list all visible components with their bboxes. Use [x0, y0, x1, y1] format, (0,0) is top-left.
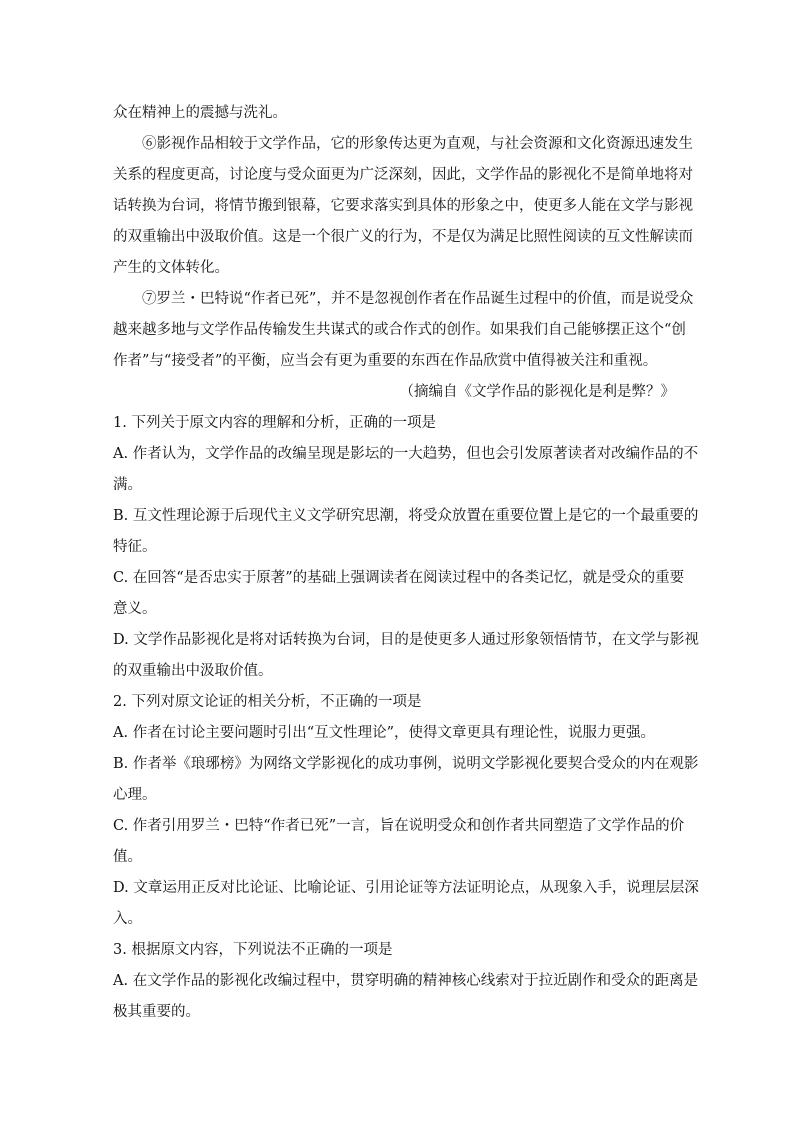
option-d: D. 文学作品影视化是将对话转换为台词，目的是使更多人通过形象领悟情节，在文学与影视: [113, 632, 699, 648]
option-a: A. 在文学作品的影视化改编过程中，贯穿明确的精神核心线索对于拉近剧作和受众的距离是: [113, 973, 699, 989]
option-b: B. 作者举《琅琊榜》为网络文学影视化的成功事例，说明文学影视化要契合受众的内在观影: [113, 756, 699, 772]
option-c-cont: 值。: [113, 849, 142, 865]
paragraph-5-tail: 众在精神上的震撼与洗礼。: [113, 105, 287, 121]
option-a-cont: 满。: [113, 477, 142, 493]
option-a: A. 作者认为，文学作品的改编呈现是影坛的一大趋势，但也会引发原著读者对改编作品的不: [113, 446, 699, 462]
paragraph-7: [113, 284, 694, 377]
paragraph-line: 作者”与“接受者”的平衡，应当会有更为重要的东西在作品欣赏中值得被关注和重视。: [113, 353, 658, 369]
question-1: [113, 408, 699, 687]
paragraph-line: 关系的程度更高，讨论度与受众面更为广泛深刻，因此，文学作品的影视化不是简单地将对: [113, 167, 693, 183]
option-c-cont: 意义。: [113, 601, 157, 617]
option-b-cont: 特征。: [113, 539, 157, 555]
question-3: [113, 935, 699, 1028]
paragraph-line: 的双重输出中汲取价值。这是一个很广义的行为，不是仅为满足比照性阅读的互文性解读而: [113, 229, 693, 245]
source-citation: （摘编自《文学作品的影视化是利是弊？》: [399, 384, 675, 400]
paragraph-line: 产生的文体转化。: [113, 260, 229, 276]
option-d-cont: 的双重输出中汲取价值。: [113, 663, 273, 679]
option-a-cont: 极其重要的。: [113, 1004, 200, 1020]
option-d: D. 文章运用正反对比论证、比喻论证、引用论证等方法证明论点，从现象入手，说理层层深: [113, 880, 699, 896]
option-d-cont: 入。: [113, 911, 142, 927]
paragraph-line: 话转换为台词，将情节搬到银幕，它要求落实到具体的形象之中，使更多人能在文学与影视: [113, 198, 693, 214]
question-2: [113, 687, 699, 935]
document-page: [113, 98, 699, 1028]
question-stem: 3. 根据原文内容，下列说法不正确的一项是: [113, 942, 393, 958]
option-b-cont: 心理。: [113, 787, 157, 803]
paragraph-6: [113, 129, 693, 284]
paragraph-line: ⑦罗兰・巴特说“作者已死”，并不是忽视创作者在作品诞生过程中的价值，而是说受众: [142, 291, 694, 307]
question-stem: 2. 下列对原文论证的相关分析，不正确的一项是: [113, 694, 422, 710]
option-c: C. 作者引用罗兰・巴特“作者已死”一言，旨在说明受众和创作者共同塑造了文学作品的价: [113, 818, 685, 834]
question-stem: 1. 下列关于原文内容的理解和分析，正确的一项是: [113, 415, 436, 431]
option-a: A. 作者在讨论主要问题时引出“互文性理论”，使得文章更具有理论性，说服力更强。: [113, 725, 656, 741]
option-b: B. 互文性理论源于后现代主义文学研究思潮，将受众放置在重要位置上是它的一个最重要的: [113, 508, 699, 524]
option-c: C. 在回答“是否忠实于原著”的基础上强调读者在阅读过程中的各类记忆，就是受众的重要: [113, 570, 685, 586]
paragraph-line: ⑥影视作品相较于文学作品，它的形象传达更为直观，与社会资源和文化资源迅速发生: [142, 136, 693, 152]
paragraph-line: 越来越多地与文学作品传输发生共谋式的或合作式的创作。如果我们自己能够摆正这个“创: [113, 322, 686, 338]
